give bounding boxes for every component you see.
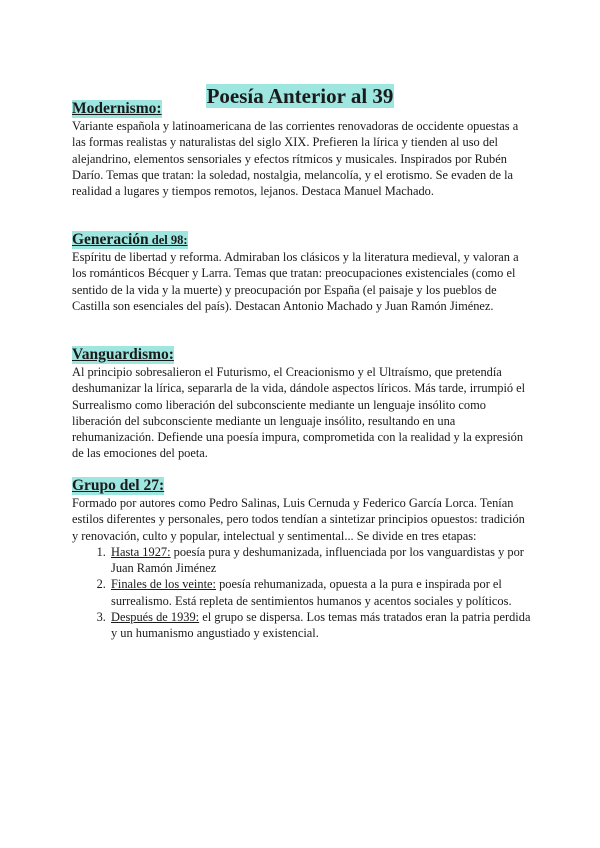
stage-text: poesía pura y deshumanizada, influenciada por los vanguardistas y por Juan Ramón Jiménez [111,544,524,576]
list-item [109,576,532,609]
heading-main-text: Generación [72,231,149,248]
page-title-text: Poesía Anterior al 39 [206,84,394,108]
section-body-modernismo: Variante española y latinoamericana de las corrientes renovadoras de occidente opuestas a las formas realistas y naturalistas del siglo XIX. Prefieren la lírica y tienden al uso del alejandrino, elementos sensoriales y efectos rítmicos y musicales. Inspirados por Rubén Darío. Temas que tratan: la soledad, nostalgia, melancolía, y el erotismo. Se evaden de la realidad a lugares y tiempos remotos, lejanos. Destaca Manuel Machado. [72,119,519,199]
stage-label: Finales de los veinte: [111,577,216,592]
section-modernismo [72,100,532,199]
stage-label: Hasta 1927: [111,544,171,559]
section-grupo-27 [72,477,532,642]
section-body-generacion-98: Espíritu de libertad y reforma. Admiraban los clásicos y la literatura medieval, y valoran a los románticos Bécquer y Larra. Temas que tratan: preocupaciones existenciales (como el sentido de la vida y la muerte) y preocupación por España (el paisaje y los pueblos de Castilla son esenciales del país). Destacan Antonio Machado y Juan Ramón Jiménez. [72,250,519,313]
section-heading-grupo-27: Grupo del 27: [72,477,165,494]
section-vanguardismo [72,346,532,462]
list-item [109,544,532,577]
section-body-grupo-27: Formado por autores como Pedro Salinas, Luis Cernuda y Federico García Lorca. Tenían estilos diferentes y personales, pero todos tendían a sintetizar principios opuestos: tradición y renovación, culto y popular, intelectual y sentimental... Se divide en tres etapas: [72,496,525,543]
stage-text: poesía rehumanizada, opuesta a la pura e inspirada por el surrealismo. Está repleta de sentimientos humanos y acentos sociales y políticos. [111,577,512,608]
list-item [109,609,532,642]
stages-list [72,544,532,642]
section-heading-vanguardismo: Vanguardismo: [72,346,174,363]
section-generacion-98 [72,231,532,314]
section-heading-generacion-98 [72,231,188,249]
stage-text: el grupo se dispersa. Los temas más tratados eran la patria perdida y un humanismo angustiado y existencial. [111,610,531,641]
section-body-vanguardismo: Al principio sobresalieron el Futurismo, el Creacionismo y el Ultraísmo, que pretendía deshumanizar la lírica, separarla de la vida, dándole aspectos líricos. Más tarde, irrumpió el Surrealismo como liberación del subconsciente mediante un lenguaje insólito como liberación del subconsciente mediante un lenguaje insólito, resultando en una rehumanización. Defiende una poesía impura, comprometida con la realidad y la expresión de las emociones del poeta. [72,365,526,461]
stage-label: Después de 1939: [111,610,200,625]
heading-small-text: del 98: [148,233,188,247]
section-heading-modernismo: Modernismo: [72,100,162,117]
